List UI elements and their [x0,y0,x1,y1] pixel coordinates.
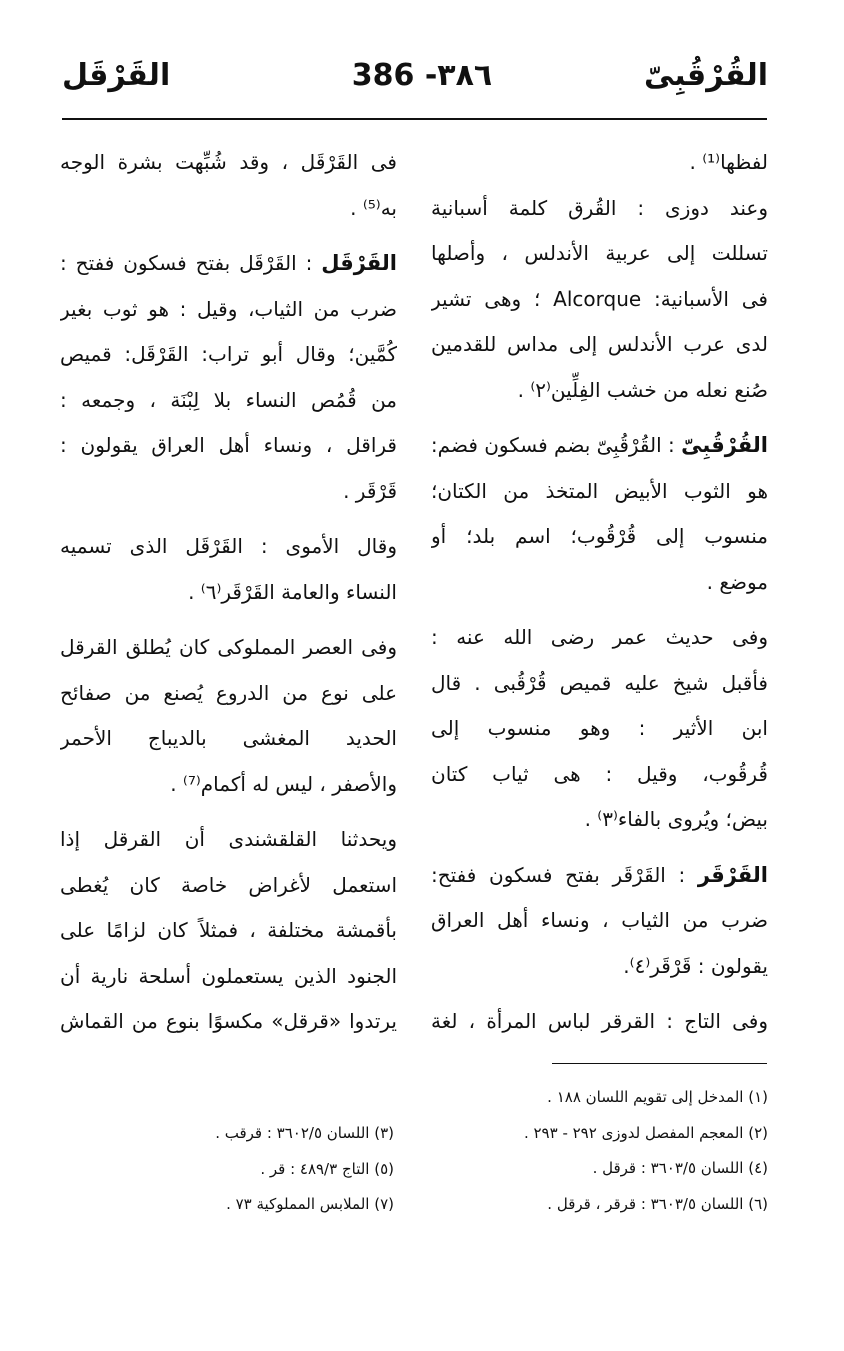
headword: القَرْقَل [321,251,397,275]
text-line: لدى عرب الأندلس إلى مداس للقدمين [431,332,768,356]
text-line: ضرب من الثياب ، ونساء أهل العراق [431,908,768,932]
text-line: استعمل لأغراض خاصة كان يُغطى [60,872,397,897]
text-line: يقولون : قَرْقَر⁽٤⁾. [623,953,768,978]
headword: القَرْقَر [697,862,768,887]
text-line: قُرقُوب، وقيل : هى ثياب كتان [431,761,768,786]
footnote: (١) المدخل إلى تقويم اللسان ١٨٨ . [547,1088,768,1106]
page-number: 386 -٣٨٦ [351,58,493,93]
text-line: النساء والعامة القَرْقَر⁽٦⁾ . [188,579,397,604]
text-line: يرتدوا «قرقل» مكسوًا بنوع من القماش [60,1009,397,1033]
text-line: القَرْقَل : القَرْقَل بفتح فسكون ففتح : [60,251,397,275]
text-line: وفى التاج : القرقر لباس المرأة ، لغة [431,1009,768,1033]
footnote: (٦) اللسان ٣٦٠٣/٥ : قرقر ، قرقل . [547,1194,768,1213]
footnotes-left [64,1116,394,1223]
text-line: صُنع نعله من خشب الفِلِّين⁽٢⁾ . [517,377,768,402]
running-head-right: القُرْقُبِىّ [643,58,768,93]
footnote: (٣) اللسان ٣٦٠٢/٥ : قرقب . [215,1124,394,1142]
text-line: بأقمشة مختلفة ، فمثلاً كان لزامًا على [60,918,397,942]
text-line: لفظها⁽¹⁾ . [689,150,768,174]
text-line: الحديد المغشى بالديباج الأحمر [60,726,397,750]
footnote: (٤) اللسان ٣٦٠٣/٥ : قرقل . [592,1159,768,1177]
text-line: الجنود الذين يستعملون أسلحة نارية أن [60,963,397,988]
text-line: قَرْقَر . [343,478,397,503]
footnote: (٥) التاج ٤٨٩/٣ : قر . [260,1159,394,1178]
text-line: وفى حديث عمر رضى الله عنه : [431,625,768,649]
footnote-rule [552,1063,767,1064]
text-line: فى الأسبانية: Alcorque ؛ وهى تشير [431,286,768,311]
header-rule [62,118,767,120]
text-line: من قُمُص النساء بلا لِبْنَة ، وجمعه : [60,387,397,412]
text-line: منسوب إلى قُرْقُوب؛ اسم بلد؛ أو [431,524,768,548]
text-line: بيض؛ ويُروى بالفاء⁽٣⁾ . [584,807,768,831]
text-line: فى القَرْقَل ، وقد شُبِّهت بشرة الوجه [60,150,397,174]
text-line: به⁽⁵⁾ . [350,195,397,220]
text-line: وقال الأموى : القَرْقَل الذى تسميه [60,534,397,558]
text-line: موضع . [706,569,768,594]
left-text-column [60,140,397,1045]
text-line: هو الثوب الأبيض المتخذ من الكتان؛ [431,478,768,503]
text-line: القَرْقَر : القَرْقَر بفتح فسكون ففتح: [431,862,768,887]
text-line: فأقبل شيخ عليه قميص قُرْقُبى . قال [431,670,768,695]
text-line: قراقل ، ونساء أهل العراق يقولون : [60,433,397,457]
right-text-column [431,140,768,1045]
footnote: (٧) الملابس المملوكية ٧٣ . [226,1195,394,1213]
text-line: وفى العصر المملوكى كان يُطلق القرقل [60,635,397,659]
text-line: القُرْقُبِىّ : القُرْقُبِىّ بضم فسكون فضم: [431,433,768,457]
footnotes-right [438,1080,768,1222]
text-line: والأصفر ، ليس له أكمام⁽⁷⁾ . [170,771,397,796]
running-head-left: القَرْقَل [62,58,171,93]
text-line: ضرب من الثياب، وقيل : هو ثوب بغير [60,296,397,321]
text-line: ويحدثنا القلقشندى أن القرقل إذا [60,827,397,851]
headword: القُرْقُبِىّ [681,433,768,457]
footnote: (٢) المعجم المفصل لدوزى ٢٩٢ - ٢٩٣ . [523,1123,768,1142]
text-line: على نوع من الدروع يُصنع من صفائح [60,680,397,705]
text-line: كُمَّين؛ وقال أبو تراب: القَرْقَل: قميص [60,342,397,366]
text-line: تسللت إلى عربية الأندلس ، وأصلها [431,241,768,265]
text-line: وعند دوزى : القُرق كلمة أسبانية [431,195,768,220]
text-line: ابن الأثير : وهو منسوب إلى [431,716,768,740]
